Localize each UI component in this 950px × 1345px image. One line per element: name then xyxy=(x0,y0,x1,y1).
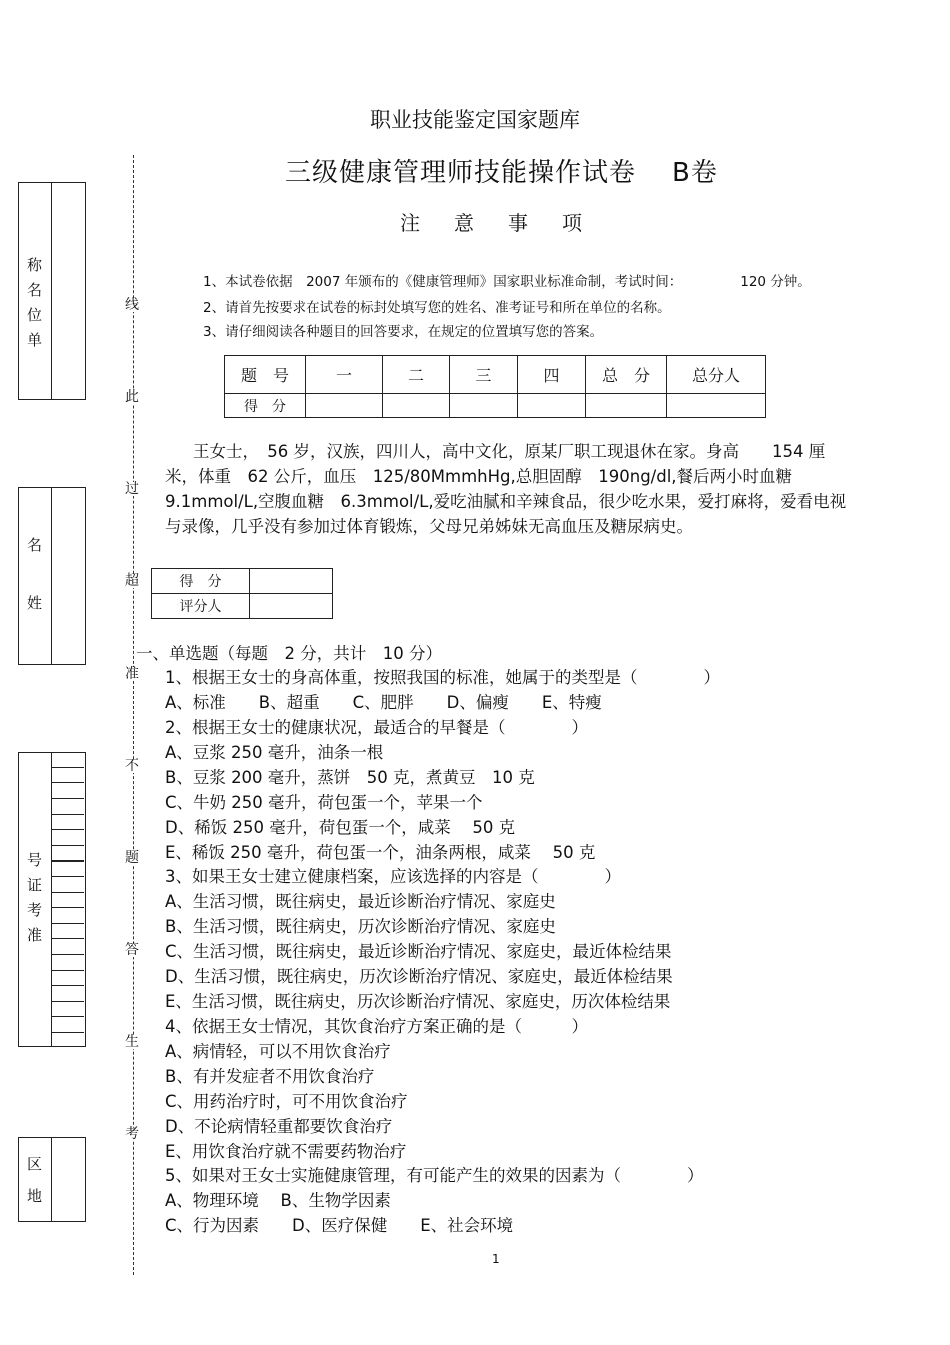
question-option: C、生活习惯，既往病史，最近诊断治疗情况、家庭史，最近体检结果 xyxy=(165,942,672,961)
score-cell[interactable] xyxy=(518,394,586,418)
question-option: B、豆浆 200 毫升，蒸饼 50 克，煮黄豆 10 克 xyxy=(165,768,535,787)
page-number: 1 xyxy=(492,1252,500,1266)
exam-id-cell-line xyxy=(52,829,84,830)
question-option: A、标准 B、超重 C、肥胖 D、偏瘦 E、特瘦 xyxy=(165,693,602,712)
question-option: D、生活习惯，既往病史，历次诊断治疗情况、家庭史，最近体检结果 xyxy=(165,967,673,986)
cut-line-char: 生 xyxy=(125,1034,139,1050)
exam-id-box-divider xyxy=(51,752,52,1047)
exam-version: B卷 xyxy=(672,158,718,188)
exam-title xyxy=(285,152,718,189)
region-label-char: 地 xyxy=(27,1187,43,1205)
exam-id-cell-line xyxy=(52,970,84,971)
name-box xyxy=(18,487,86,665)
notice-heading: 注意事项 xyxy=(400,211,616,235)
note-1-text: 1、本试卷依据 2007 年颁布的《健康管理师》国家职业标准命制，考试时间： xyxy=(203,274,683,290)
grader-name-cell[interactable] xyxy=(250,594,333,619)
grader-score-cell[interactable] xyxy=(250,569,333,594)
question-line: 4、依据王女士情况，其饮食治疗方案正确的是（ ） xyxy=(165,1017,588,1036)
question-option: D、稀饭 250 毫升，荷包蛋一个，咸菜 50 克 xyxy=(165,818,516,837)
score-header-cell: 二 xyxy=(383,356,450,394)
exam-id-label-char: 号 xyxy=(27,851,43,869)
name-label-char: 姓 xyxy=(27,594,43,612)
grader-table xyxy=(151,568,333,619)
score-header-cell: 题 号 xyxy=(225,356,306,394)
exam-id-cell-line xyxy=(52,985,84,986)
exam-id-cell-line xyxy=(52,876,84,877)
score-row-label: 得 分 xyxy=(225,394,306,418)
question-option: E、用饮食治疗就不需要药物治疗 xyxy=(165,1142,407,1161)
score-header-cell: 总分人 xyxy=(667,356,766,394)
question-option: E、生活习惯，既往病史，历次诊断治疗情况、家庭史，历次体检结果 xyxy=(165,992,671,1011)
note-3: 3、请仔细阅读各种题目的回答要求，在规定的位置填写您的答案。 xyxy=(203,324,604,340)
question-line: 3、如果王女士建立健康档案，应该选择的内容是（ ） xyxy=(165,867,621,886)
section-1-title: 一、单选题（每题 2 分，共计 10 分） xyxy=(136,644,442,663)
unit-label-char: 位 xyxy=(27,306,43,324)
exam-id-cell-line xyxy=(52,1016,84,1017)
note-2: 2、请首先按要求在试卷的标封处填写您的姓名、准考证号和所在单位的名称。 xyxy=(203,300,671,316)
question-option: C、牛奶 250 毫升，荷包蛋一个，苹果一个 xyxy=(165,793,483,812)
question-line: 5、如果对王女士实施健康管理，有可能产生的效果的因素为（ ） xyxy=(165,1166,704,1185)
exam-id-cell-line xyxy=(52,938,84,939)
exam-id-cell-line xyxy=(52,1001,84,1002)
question-option: C、用药治疗时，可不用饮食治疗 xyxy=(165,1092,408,1111)
unit-label-char: 单 xyxy=(27,331,43,349)
region-box-divider xyxy=(51,1137,52,1222)
exam-id-cell-line xyxy=(52,814,84,815)
exam-id-cell-line xyxy=(52,892,84,893)
region-box xyxy=(18,1137,86,1222)
score-table xyxy=(224,355,766,418)
exam-id-cell-line xyxy=(52,767,84,768)
case-description: 王女士， 56 岁，汉族，四川人，高中文化，原某厂职工现退休在家。身高 154 厘米，体重 62 公斤，血压 125/80MmmhHg,总胆固醇 190ng/dl,餐后两小时血糖 9.1mmol/L,空腹血糖 6.3mmol/L,爱吃油腻和辛辣食品，很少吃水果，爱打麻将，爱看电视与录像，几乎没有参加过体育锻炼，父母兄弟姊妹无高血压及糖尿病史。 xyxy=(165,442,847,536)
exam-id-cell-line xyxy=(52,845,84,846)
cut-line-char: 过 xyxy=(125,481,139,497)
score-header-cell: 三 xyxy=(450,356,518,394)
score-cell[interactable] xyxy=(667,394,766,418)
cut-line-char: 此 xyxy=(125,389,139,405)
unit-label-char: 名 xyxy=(27,281,43,299)
cut-line xyxy=(133,155,134,1275)
question-line: 1、根据王女士的身高体重，按照我国的标准，她属于的类型是（ ） xyxy=(165,668,720,687)
exam-time: 120 分钟。 xyxy=(740,274,811,290)
exam-id-cell-line xyxy=(52,907,84,908)
question-option: B、有并发症者不用饮食治疗 xyxy=(165,1067,375,1086)
score-header-cell: 四 xyxy=(518,356,586,394)
cut-line-char: 不 xyxy=(125,758,139,774)
question-option: C、行为因素 D、医疗保健 E、社会环境 xyxy=(165,1216,514,1235)
exam-id-label-char: 考 xyxy=(27,901,43,919)
exam-title-text: 三级健康管理师技能操作试卷 xyxy=(285,158,637,188)
question-bank-title: 职业技能鉴定国家题库 xyxy=(370,108,580,132)
question-option: A、豆浆 250 毫升，油条一根 xyxy=(165,743,384,762)
score-header-cell: 总 分 xyxy=(586,356,667,394)
grader-name-label: 评分人 xyxy=(152,594,250,619)
exam-id-cell-line xyxy=(52,798,84,799)
score-header-cell: 一 xyxy=(306,356,383,394)
exam-id-cell-line xyxy=(52,954,84,955)
question-option: A、物理环境 B、生物学因素 xyxy=(165,1191,391,1210)
exam-id-cell-line xyxy=(52,860,84,862)
score-cell[interactable] xyxy=(586,394,667,418)
note-1 xyxy=(203,270,811,290)
grader-score-label: 得 分 xyxy=(152,569,250,594)
unit-label-char: 称 xyxy=(27,256,43,274)
cut-line-char: 答 xyxy=(125,942,139,958)
exam-id-label-char: 准 xyxy=(27,926,43,944)
question-line: 2、根据王女士的健康状况，最适合的早餐是（ ） xyxy=(165,718,588,737)
region-label-char: 区 xyxy=(27,1155,43,1173)
score-cell[interactable] xyxy=(450,394,518,418)
name-label-char: 名 xyxy=(27,536,43,554)
exam-id-box xyxy=(18,752,86,1047)
cut-line-char: 线 xyxy=(125,297,139,313)
question-option: A、生活习惯，既往病史，最近诊断治疗情况、家庭史 xyxy=(165,892,556,911)
exam-id-cell-line xyxy=(52,1032,84,1033)
score-cell[interactable] xyxy=(383,394,450,418)
exam-id-label-char: 证 xyxy=(27,876,43,894)
question-option: A、病情轻，可以不用饮食治疗 xyxy=(165,1042,391,1061)
unit-name-box-divider xyxy=(51,182,52,400)
cut-line-char: 准 xyxy=(125,666,139,682)
name-box-divider xyxy=(51,487,52,665)
exam-id-cell-line xyxy=(52,782,84,783)
cut-line-char: 题 xyxy=(125,850,139,866)
exam-id-cell-line xyxy=(52,923,84,924)
cut-line-char: 超 xyxy=(125,573,139,589)
score-cell[interactable] xyxy=(306,394,383,418)
question-option: E、稀饭 250 毫升，荷包蛋一个，油条两根，咸菜 50 克 xyxy=(165,843,596,862)
question-option: B、生活习惯，既往病史，历次诊断治疗情况、家庭史 xyxy=(165,917,556,936)
question-option: D、不论病情轻重都要饮食治疗 xyxy=(165,1117,393,1136)
cut-line-char: 考 xyxy=(125,1126,139,1142)
